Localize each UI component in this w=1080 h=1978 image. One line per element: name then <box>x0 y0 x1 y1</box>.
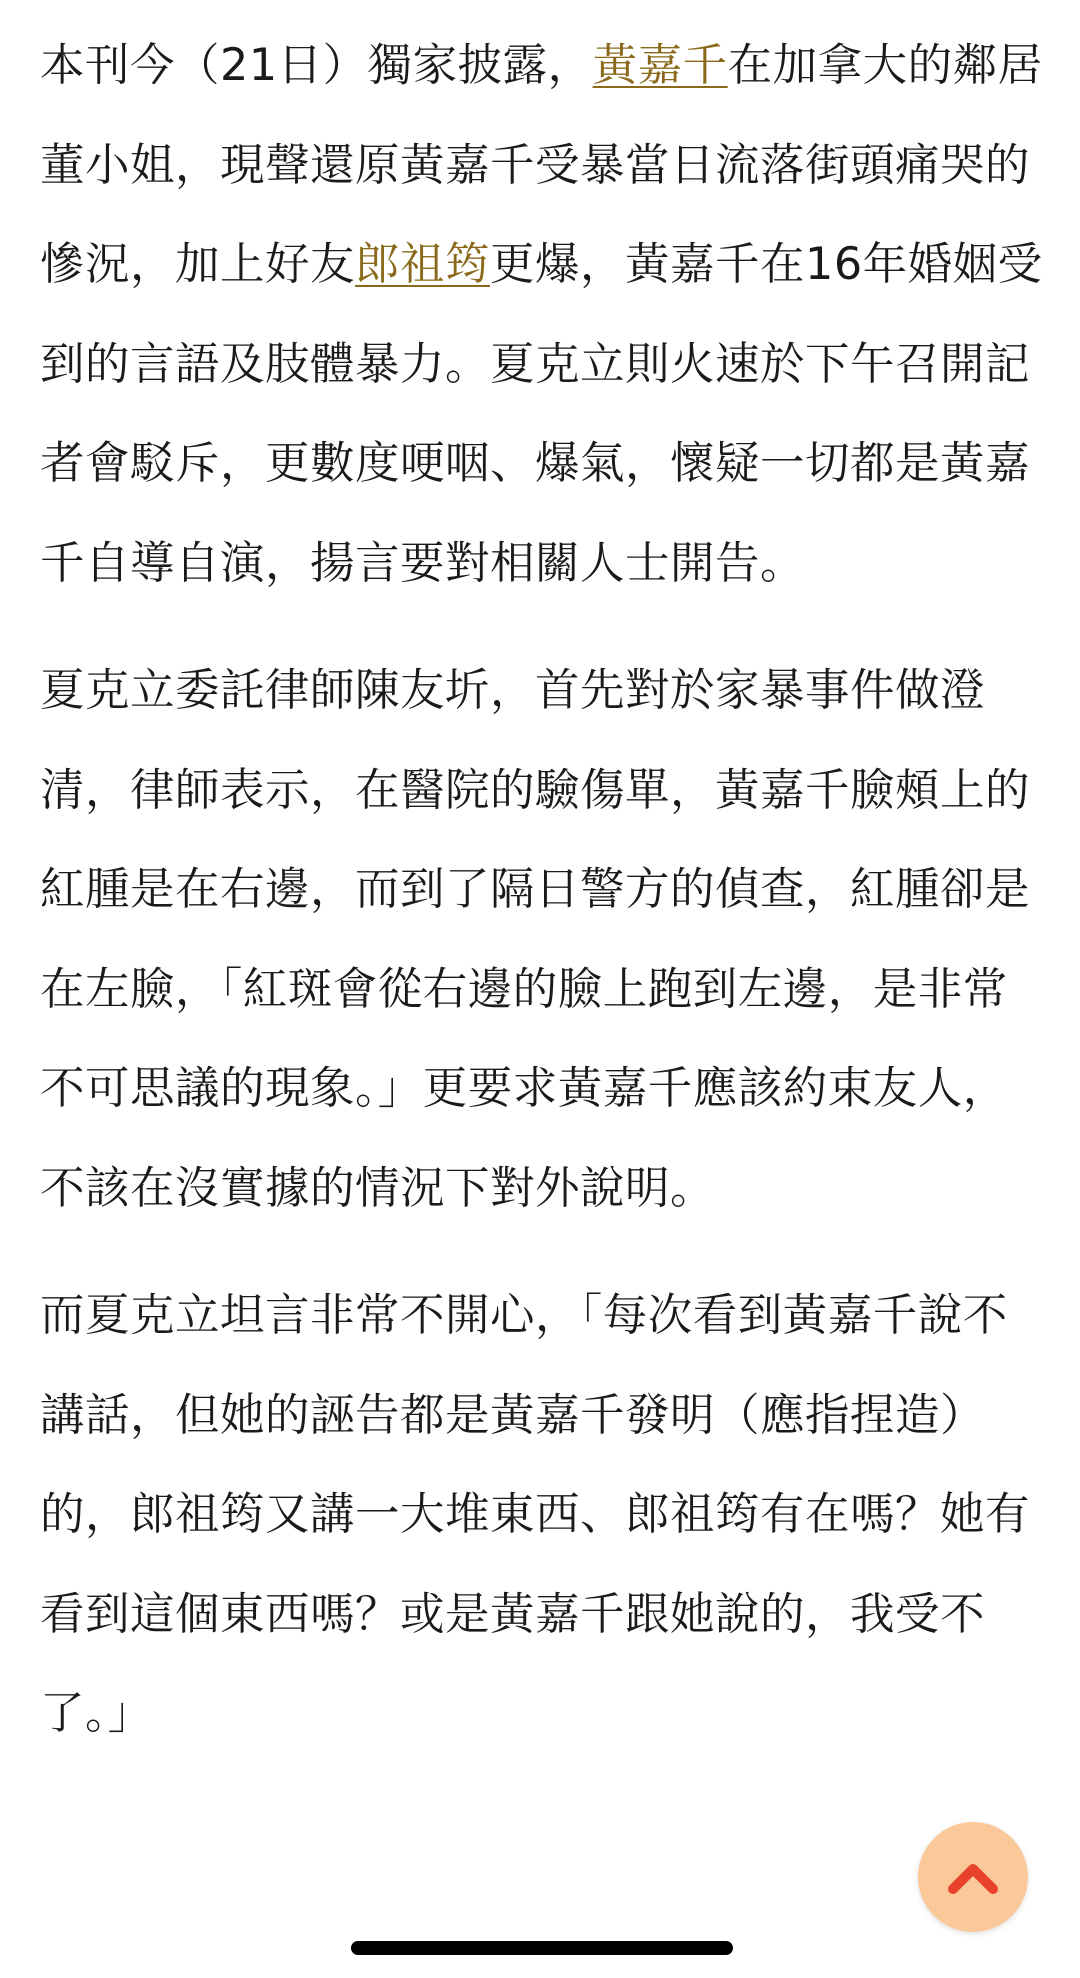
paragraph-text: 更爆，黃嘉千在16年婚姻受到的言語及肢體暴力。夏克立則火速於下午召開記者會駁斥，更數度哽咽、爆氣，懷疑一切都是黃嘉千自導自演，揚言要對相關人士開告。 <box>40 239 1043 589</box>
scroll-to-top-button[interactable] <box>918 1822 1028 1932</box>
article-paragraph <box>40 641 1050 1238</box>
article-paragraph <box>40 1266 1050 1764</box>
article-body <box>40 16 1050 1792</box>
paragraph-text: 本刊今（21日）獨家披露， <box>40 40 593 91</box>
paragraph-text: 夏克立委託律師陳友圻，首先對於家暴事件做澄清，律師表示，在醫院的驗傷單，黃嘉千臉頰上的紅腫是在右邊，而到了隔日警方的偵查，紅腫卻是在左臉，「紅斑會從右邊的臉上跑到左邊，是非常不可思議的現象。」更要求黃嘉千應該約束友人，不該在沒實據的情況下對外說明。 <box>40 665 1031 1214</box>
tag-link-huang-jia-qian[interactable]: 黃嘉千 <box>592 40 728 91</box>
paragraph-text: 而夏克立坦言非常不開心，「每次看到黃嘉千說不講話，但她的誣告都是黃嘉千發明（應指捏造）的，郎祖筠又講一大堆東西、郎祖筠有在嗎？她有看到這個東西嗎？或是黃嘉千跟她說的，我受不了。」 <box>40 1290 1031 1739</box>
home-indicator <box>351 1941 733 1955</box>
tag-link-lang-zu-yun[interactable]: 郎祖筠 <box>355 239 491 290</box>
paragraph-text: 在加拿大的鄰居董小姐，現聲還原黃嘉千受暴當日流落街頭痛哭的慘況，加上好友 <box>40 40 1043 290</box>
chevron-up-icon <box>945 1857 1001 1897</box>
article-paragraph <box>40 16 1050 613</box>
